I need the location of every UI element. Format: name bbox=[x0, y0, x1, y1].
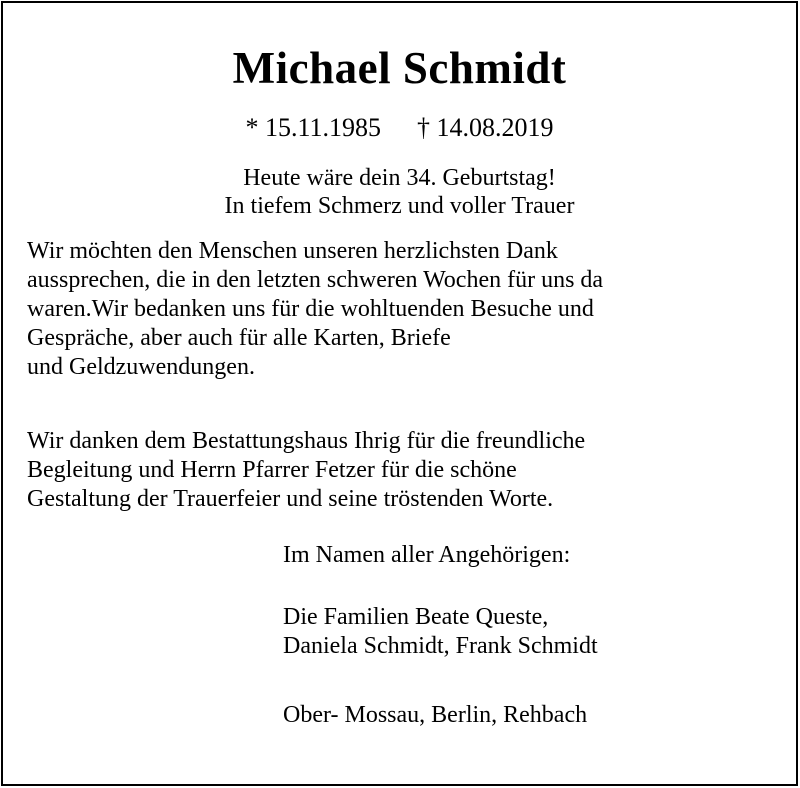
text-line: waren.Wir bedanken uns für die wohltuenden Besuche und bbox=[27, 296, 594, 322]
signature-families bbox=[283, 603, 783, 661]
text-line: Gestaltung der Trauerfeier und seine tröstenden Worte. bbox=[27, 486, 554, 512]
family-line: Die Familien Beate Queste, bbox=[283, 604, 549, 630]
text-line: Gespräche, aber auch für alle Karten, Briefe bbox=[27, 325, 451, 351]
deceased-name: Michael Schmidt bbox=[232, 43, 567, 93]
funeral-thanks-paragraph bbox=[27, 427, 787, 514]
subtitle-line: In tiefem Schmerz und voller Trauer bbox=[224, 193, 575, 219]
family-line: Daniela Schmidt, Frank Schmidt bbox=[283, 633, 598, 659]
birth-date: * 15.11.1985 bbox=[245, 113, 382, 142]
text-line: Wir möchten den Menschen unseren herzlichsten Dank bbox=[27, 238, 558, 264]
text-line: aussprechen, die in den letzten schweren Wochen für uns da bbox=[27, 267, 604, 293]
death-date: † 14.08.2019 bbox=[417, 113, 554, 142]
text-line: und Geldzuwendungen. bbox=[27, 354, 255, 380]
subtitle-line: Heute wäre dein 34. Geburtstag! bbox=[243, 165, 556, 191]
text-line: Begleitung und Herrn Pfarrer Fetzer für die schöne bbox=[27, 457, 517, 483]
life-dates bbox=[3, 112, 796, 144]
thanks-paragraph bbox=[27, 237, 787, 382]
text-line: Wir danken dem Bestattungshaus Ihrig für die freundliche bbox=[27, 428, 586, 454]
signature-intro: Im Namen aller Angehörigen: bbox=[283, 542, 571, 568]
signature-places: Ober- Mossau, Berlin, Rehbach bbox=[283, 702, 588, 728]
obituary-notice bbox=[1, 1, 798, 786]
subtitle bbox=[3, 164, 796, 220]
